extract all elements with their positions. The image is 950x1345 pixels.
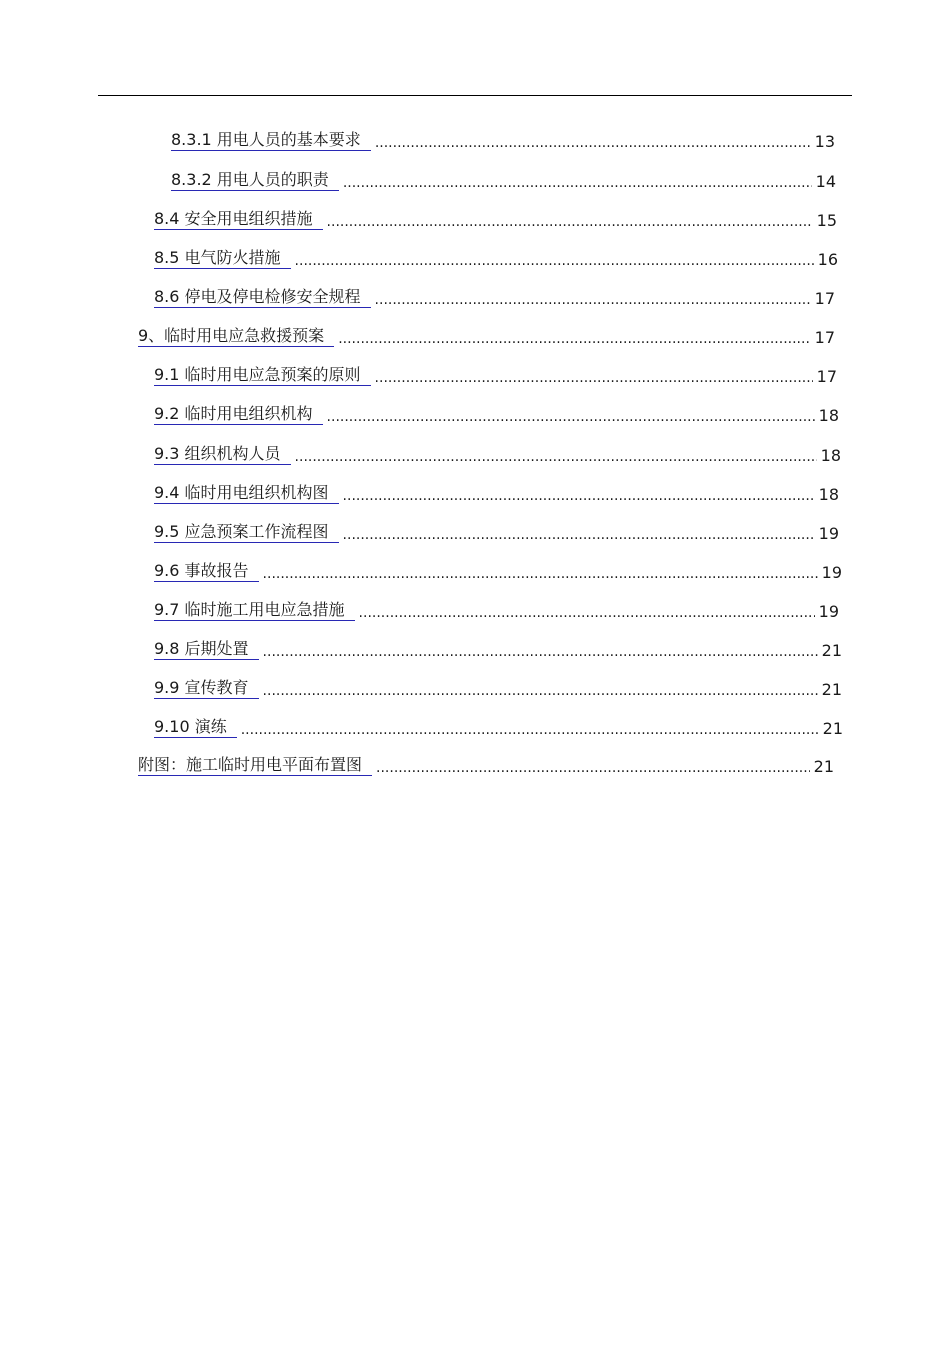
dot-leader bbox=[375, 292, 811, 308]
dot-leader bbox=[263, 566, 818, 582]
toc-page-number: 15 bbox=[816, 211, 837, 230]
toc-entry-label[interactable]: 9.7 临时施工用电应急措施 bbox=[154, 601, 355, 621]
toc-page-number: 19 bbox=[818, 602, 839, 621]
dot-leader bbox=[241, 722, 819, 738]
toc-page-number: 13 bbox=[814, 132, 835, 151]
toc-entry-label[interactable]: 9.1 临时用电应急预案的原则 bbox=[154, 366, 371, 386]
toc-entry-label[interactable]: 9.8 后期处置 bbox=[154, 640, 259, 660]
dot-leader bbox=[359, 605, 815, 621]
toc-entry-8-3-1[interactable] bbox=[171, 127, 835, 151]
toc-page-number: 19 bbox=[818, 524, 839, 543]
toc-entry-label[interactable]: 9、临时用电应急救援预案 bbox=[138, 327, 334, 347]
toc-page-number: 21 bbox=[822, 719, 843, 738]
toc-entry-label[interactable]: 9.6 事故报告 bbox=[154, 562, 259, 582]
toc-page-number: 16 bbox=[817, 250, 838, 269]
toc-entry-label[interactable]: 9.10 演练 bbox=[154, 718, 237, 738]
dot-leader bbox=[295, 253, 814, 269]
toc-page-number: 17 bbox=[814, 289, 835, 308]
toc-entry-label[interactable]: 9.9 宣传教育 bbox=[154, 679, 259, 699]
toc-entry-label[interactable]: 8.4 安全用电组织措施 bbox=[154, 210, 323, 230]
toc-entry-label[interactable]: 附图：施工临时用电平面布置图 bbox=[138, 756, 372, 776]
toc-entry-label[interactable]: 8.5 电气防火措施 bbox=[154, 249, 291, 269]
toc-page-number: 21 bbox=[821, 680, 842, 699]
toc-entry-label[interactable]: 8.3.2 用电人员的职责 bbox=[171, 171, 339, 191]
toc-page-number: 21 bbox=[821, 641, 842, 660]
dot-leader bbox=[263, 644, 818, 660]
dot-leader bbox=[343, 527, 815, 543]
toc-entry-label[interactable]: 8.3.1 用电人员的基本要求 bbox=[171, 131, 371, 151]
toc-page-number: 18 bbox=[818, 485, 839, 504]
dot-leader bbox=[376, 760, 810, 776]
toc-entry-8-4[interactable] bbox=[154, 206, 837, 230]
toc-entry-9-10[interactable] bbox=[154, 714, 843, 738]
dot-leader bbox=[375, 370, 813, 386]
toc-entry-8-5[interactable] bbox=[154, 245, 838, 269]
toc-entry-appendix[interactable] bbox=[138, 752, 834, 776]
dot-leader bbox=[327, 409, 815, 425]
toc-entry-label[interactable]: 9.4 临时用电组织机构图 bbox=[154, 484, 339, 504]
dot-leader bbox=[327, 214, 813, 230]
toc-page-number: 18 bbox=[818, 406, 839, 425]
toc-entry-label[interactable]: 9.2 临时用电组织机构 bbox=[154, 405, 323, 425]
toc-entry-9-2[interactable] bbox=[154, 401, 839, 425]
toc-entry-label[interactable]: 9.3 组织机构人员 bbox=[154, 445, 291, 465]
toc-entry-9-9[interactable] bbox=[154, 675, 842, 699]
toc-entry-9-4[interactable] bbox=[154, 480, 839, 504]
toc-entry-label[interactable]: 8.6 停电及停电检修安全规程 bbox=[154, 288, 371, 308]
toc-entry-9[interactable] bbox=[138, 323, 835, 347]
toc-entry-9-3[interactable] bbox=[154, 441, 841, 465]
toc-page-number: 14 bbox=[815, 172, 836, 191]
toc-page-number: 17 bbox=[814, 328, 835, 347]
dot-leader bbox=[375, 135, 811, 151]
dot-leader bbox=[343, 175, 812, 191]
toc-page-number: 21 bbox=[813, 757, 834, 776]
toc-entry-8-3-2[interactable] bbox=[171, 167, 836, 191]
toc-entry-9-7[interactable] bbox=[154, 597, 839, 621]
toc-entry-9-5[interactable] bbox=[154, 519, 839, 543]
toc-entry-9-8[interactable] bbox=[154, 636, 842, 660]
toc-entry-8-6[interactable] bbox=[154, 284, 835, 308]
dot-leader bbox=[295, 449, 817, 465]
dot-leader bbox=[338, 331, 810, 347]
toc-entry-9-6[interactable] bbox=[154, 558, 842, 582]
dot-leader bbox=[263, 683, 818, 699]
toc-page-number: 17 bbox=[816, 367, 837, 386]
dot-leader bbox=[343, 488, 815, 504]
toc-entry-label[interactable]: 9.5 应急预案工作流程图 bbox=[154, 523, 339, 543]
toc-page-number: 18 bbox=[820, 446, 841, 465]
toc-page-number: 19 bbox=[821, 563, 842, 582]
toc-entry-9-1[interactable] bbox=[154, 362, 837, 386]
